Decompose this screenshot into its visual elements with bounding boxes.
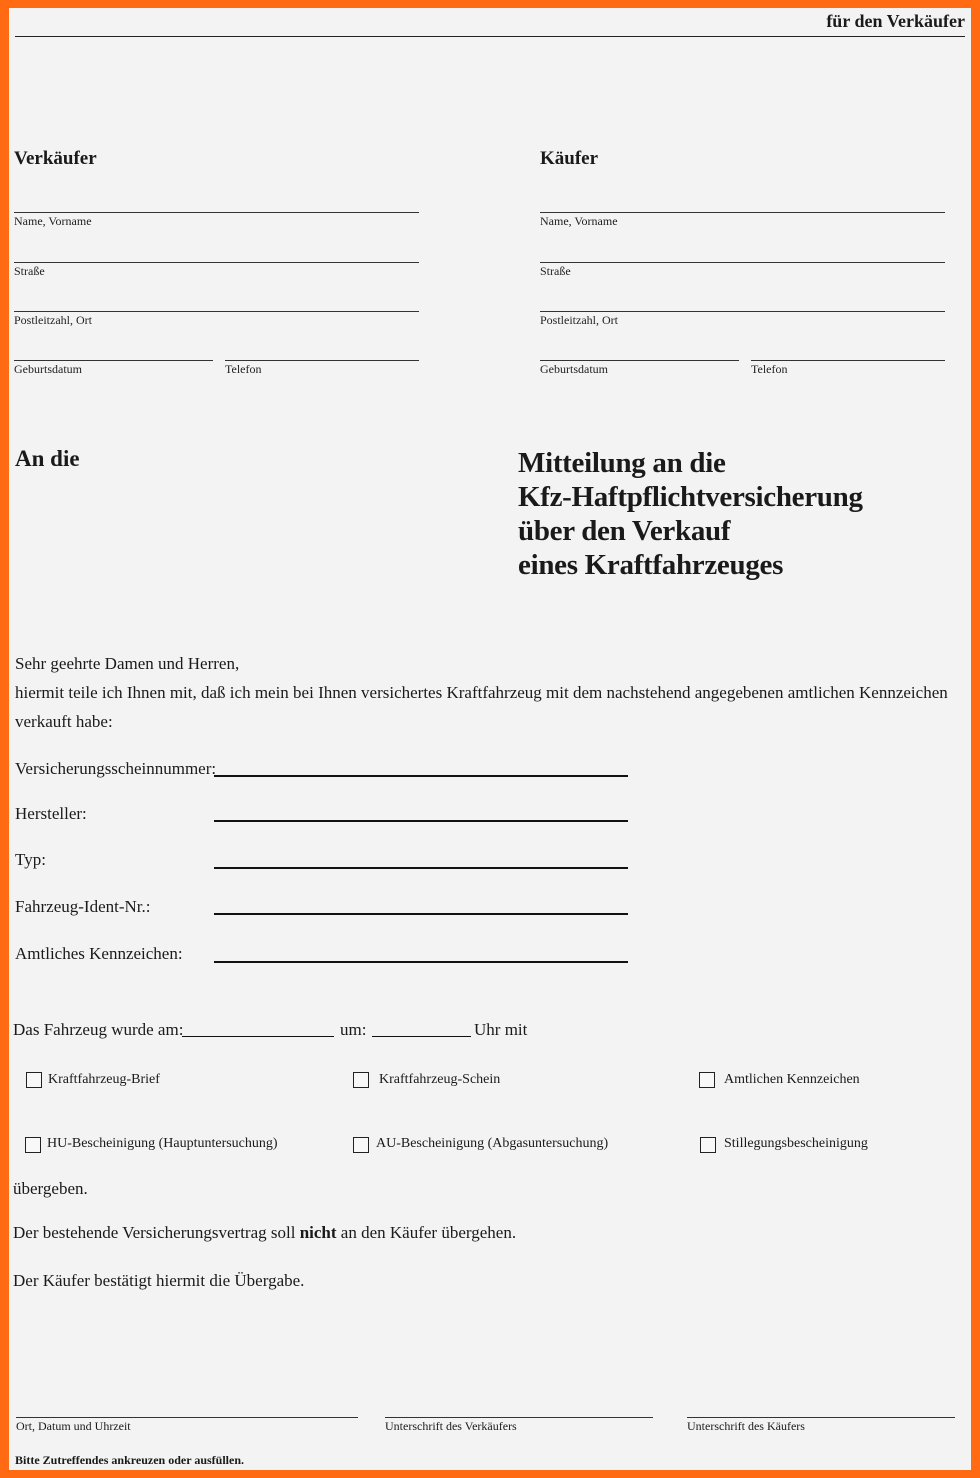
confirmation-text: Der Käufer bestätigt hiermit die Übergabe. — [13, 1271, 305, 1290]
handed-over-text: übergeben. — [13, 1179, 88, 1198]
au-cert-checkbox[interactable] — [353, 1137, 369, 1153]
footer-note: Bitte Zutreffendes ankreuzen oder ausfüllen. — [15, 1453, 245, 1467]
buyer-street-label: Straße — [540, 264, 571, 278]
hu-cert-label: HU-Bescheinigung (Hauptuntersuchung) — [47, 1136, 278, 1151]
vehicle-cert-label: Kraftfahrzeug-Schein — [379, 1072, 501, 1087]
salutation: Sehr geehrte Damen und Herren, — [15, 654, 240, 673]
handover-time-line[interactable] — [372, 1036, 471, 1037]
policy-number-line[interactable] — [214, 775, 628, 777]
registration-doc-label: Kraftfahrzeug-Brief — [48, 1072, 160, 1087]
hu-cert-checkbox[interactable] — [25, 1137, 41, 1153]
buyer-city-line[interactable] — [540, 311, 945, 312]
title-line-1: Mitteilung an die — [518, 447, 726, 479]
contract-emphasis: nicht — [299, 1223, 337, 1242]
title-line-4: eines Kraftfahrzeuges — [518, 549, 784, 581]
intro-line-1: hiermit teile ich Ihnen mit, daß ich mein bei Ihnen versichertes Kraftfahrzeug mit dem nachstehend angegebenen amtlichen Kennzeichen — [15, 683, 948, 702]
registration-doc-checkbox[interactable] — [26, 1072, 42, 1088]
buyer-phone-label: Telefon — [751, 362, 788, 376]
handover-date-line[interactable] — [182, 1036, 334, 1037]
copy-label: für den Verkäufer — [826, 11, 965, 31]
handover-time-label: um: — [340, 1020, 367, 1039]
policy-number-label: Versicherungsscheinnummer: — [15, 759, 217, 778]
intro-line-2: verkauft habe: — [15, 712, 113, 731]
title-line-2: Kfz-Haftpflichtversicherung — [518, 481, 863, 513]
vin-label: Fahrzeug-Ident-Nr.: — [15, 897, 151, 916]
seller-street-line[interactable] — [14, 262, 419, 263]
decommission-cert-label: Stillegungsbescheinigung — [724, 1136, 868, 1151]
license-plate-label: Amtliches Kennzeichen: — [15, 944, 183, 963]
seller-phone-label: Telefon — [225, 362, 262, 376]
buyer-phone-line[interactable] — [751, 360, 945, 361]
form-page — [9, 8, 971, 1470]
buyer-name-line[interactable] — [540, 212, 945, 213]
contract-statement — [13, 1223, 516, 1243]
seller-name-line[interactable] — [14, 212, 419, 213]
manufacturer-line[interactable] — [214, 820, 628, 822]
seller-city-line[interactable] — [14, 311, 419, 312]
type-line[interactable] — [214, 867, 628, 869]
seller-birthdate-line[interactable] — [14, 360, 213, 361]
plates-label: Amtlichen Kennzeichen — [724, 1072, 860, 1087]
title-line-3: über den Verkauf — [518, 515, 731, 547]
seller-heading: Verkäufer — [14, 148, 97, 169]
contract-suffix: an den Käufer übergehen. — [340, 1223, 517, 1242]
place-date-line[interactable] — [16, 1417, 358, 1418]
license-plate-line[interactable] — [214, 961, 628, 963]
vehicle-cert-checkbox[interactable] — [353, 1072, 369, 1088]
seller-name-label: Name, Vorname — [14, 214, 92, 228]
seller-birthdate-label: Geburtsdatum — [14, 362, 82, 376]
manufacturer-label: Hersteller: — [15, 804, 87, 823]
seller-city-label: Postleitzahl, Ort — [14, 313, 92, 327]
buyer-signature-label: Unterschrift des Käufers — [687, 1419, 805, 1433]
document-title — [518, 446, 863, 582]
handover-prefix: Das Fahrzeug wurde am: — [13, 1020, 184, 1039]
plates-checkbox[interactable] — [699, 1072, 715, 1088]
place-date-label: Ort, Datum und Uhrzeit — [16, 1419, 131, 1433]
seller-signature-label: Unterschrift des Verkäufers — [385, 1419, 517, 1433]
buyer-birthdate-label: Geburtsdatum — [540, 362, 608, 376]
seller-signature-line[interactable] — [385, 1417, 653, 1418]
recipient-label: An die — [15, 446, 80, 471]
top-divider — [15, 36, 965, 37]
contract-prefix: Der bestehende Versicherungsvertrag soll — [13, 1223, 296, 1242]
buyer-city-label: Postleitzahl, Ort — [540, 313, 618, 327]
handover-suffix: Uhr mit — [474, 1020, 528, 1039]
buyer-street-line[interactable] — [540, 262, 945, 263]
buyer-heading: Käufer — [540, 148, 599, 169]
type-label: Typ: — [15, 850, 46, 869]
letter-body — [15, 649, 955, 736]
vin-line[interactable] — [214, 913, 628, 915]
seller-street-label: Straße — [14, 264, 45, 278]
au-cert-label: AU-Bescheinigung (Abgasuntersuchung) — [376, 1136, 609, 1151]
buyer-signature-line[interactable] — [687, 1417, 955, 1418]
buyer-name-label: Name, Vorname — [540, 214, 618, 228]
seller-phone-line[interactable] — [225, 360, 419, 361]
decommission-cert-checkbox[interactable] — [700, 1137, 716, 1153]
buyer-birthdate-line[interactable] — [540, 360, 739, 361]
